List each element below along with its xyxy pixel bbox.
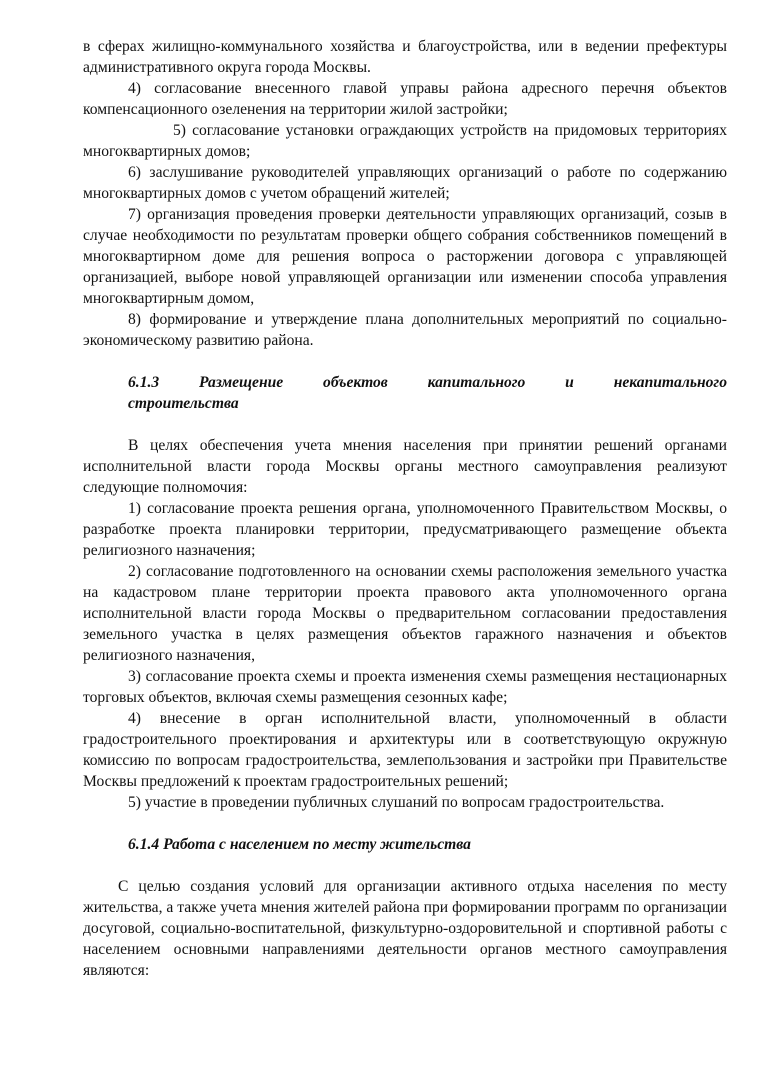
- section-intro-6-1-4: С целью создания условий для организации активного отдыха населения по месту жительства, а также учета мнения жителей района при формировании программ по организации досуговой, социально-воспитательной, физкультурно-оздоровительной и спортивной работы с населением основными направлениями деятельности органов местного самоуправления являются:: [83, 878, 727, 979]
- list-item-2: 2) согласование подготовленного на основании схемы расположения земельного участка на кадастровом плане территории проекта правового акта уполномоченного органа исполнительной власти города Москвы о предварительном согласовании предоставления земельного участка в целях размещения объектов гаражного назначения и объектов религиозного назначения,: [83, 563, 727, 664]
- list-item-5b: 5) участие в проведении публичных слушаний по вопросам градостроительства.: [128, 794, 665, 811]
- section-heading-6-1-3: 6.1.3 Размещение объектов капитального и некапитального: [128, 374, 727, 391]
- spacer: [83, 855, 727, 876]
- list-item-4b: 4) внесение в орган исполнительной власти, уполномоченный в области градостроительного проектирования и архитектуры или в соответствующую окружную комиссию по вопросам градостроительства, землепользования и застройки при Правительстве Москвы предложений к проектам градостроительных решений;: [83, 710, 727, 790]
- list-item-8: 8) формирование и утверждение плана дополнительных мероприятий по социально-экономическому развитию района.: [83, 311, 727, 349]
- section-intro-6-1-3: В целях обеспечения учета мнения населения при принятии решений органами исполнительной власти города Москвы органы местного самоуправления реализуют следующие полномочия:: [83, 437, 727, 496]
- spacer: [83, 414, 727, 435]
- list-item-6: 6) заслушивание руководителей управляющих организаций о работе по содержанию многоквартирных домов с учетом обращений жителей;: [83, 164, 727, 202]
- document-page: [83, 36, 727, 981]
- section-heading-6-1-3-cont: строительства: [128, 395, 239, 412]
- list-item-7: 7) организация проведения проверки деятельности управляющих организаций, созыв в случае необходимости по результатам проверки общего собрания собственников помещений в многоквартирном доме для решения вопроса о расторжении договора с управляющей организацией, выборе новой управляющей организации или изменении способа управления многоквартирным домом,: [83, 206, 727, 307]
- section-heading-6-1-4: 6.1.4 Работа с населением по месту жительства: [128, 836, 471, 853]
- spacer: [83, 351, 727, 372]
- list-item-5: 5) согласование установки ограждающих устройств на придомовых территориях многоквартирных домов;: [83, 122, 727, 160]
- paragraph-continuation: в сферах жилищно-коммунального хозяйства и благоустройства, или в ведении префектуры административного округа города Москвы.: [83, 38, 727, 76]
- list-item-4: 4) согласование внесенного главой управы района адресного перечня объектов компенсационного озеленения на территории жилой застройки;: [83, 80, 727, 118]
- list-item-1: 1) согласование проекта решения органа, уполномоченного Правительством Москвы, о разработке проекта планировки территории, предусматривающего размещение объекта религиозного назначения;: [83, 500, 727, 559]
- spacer: [83, 813, 727, 834]
- list-item-3: 3) согласование проекта схемы и проекта изменения схемы размещения нестационарных торговых объектов, включая схемы размещения сезонных кафе;: [83, 668, 727, 706]
